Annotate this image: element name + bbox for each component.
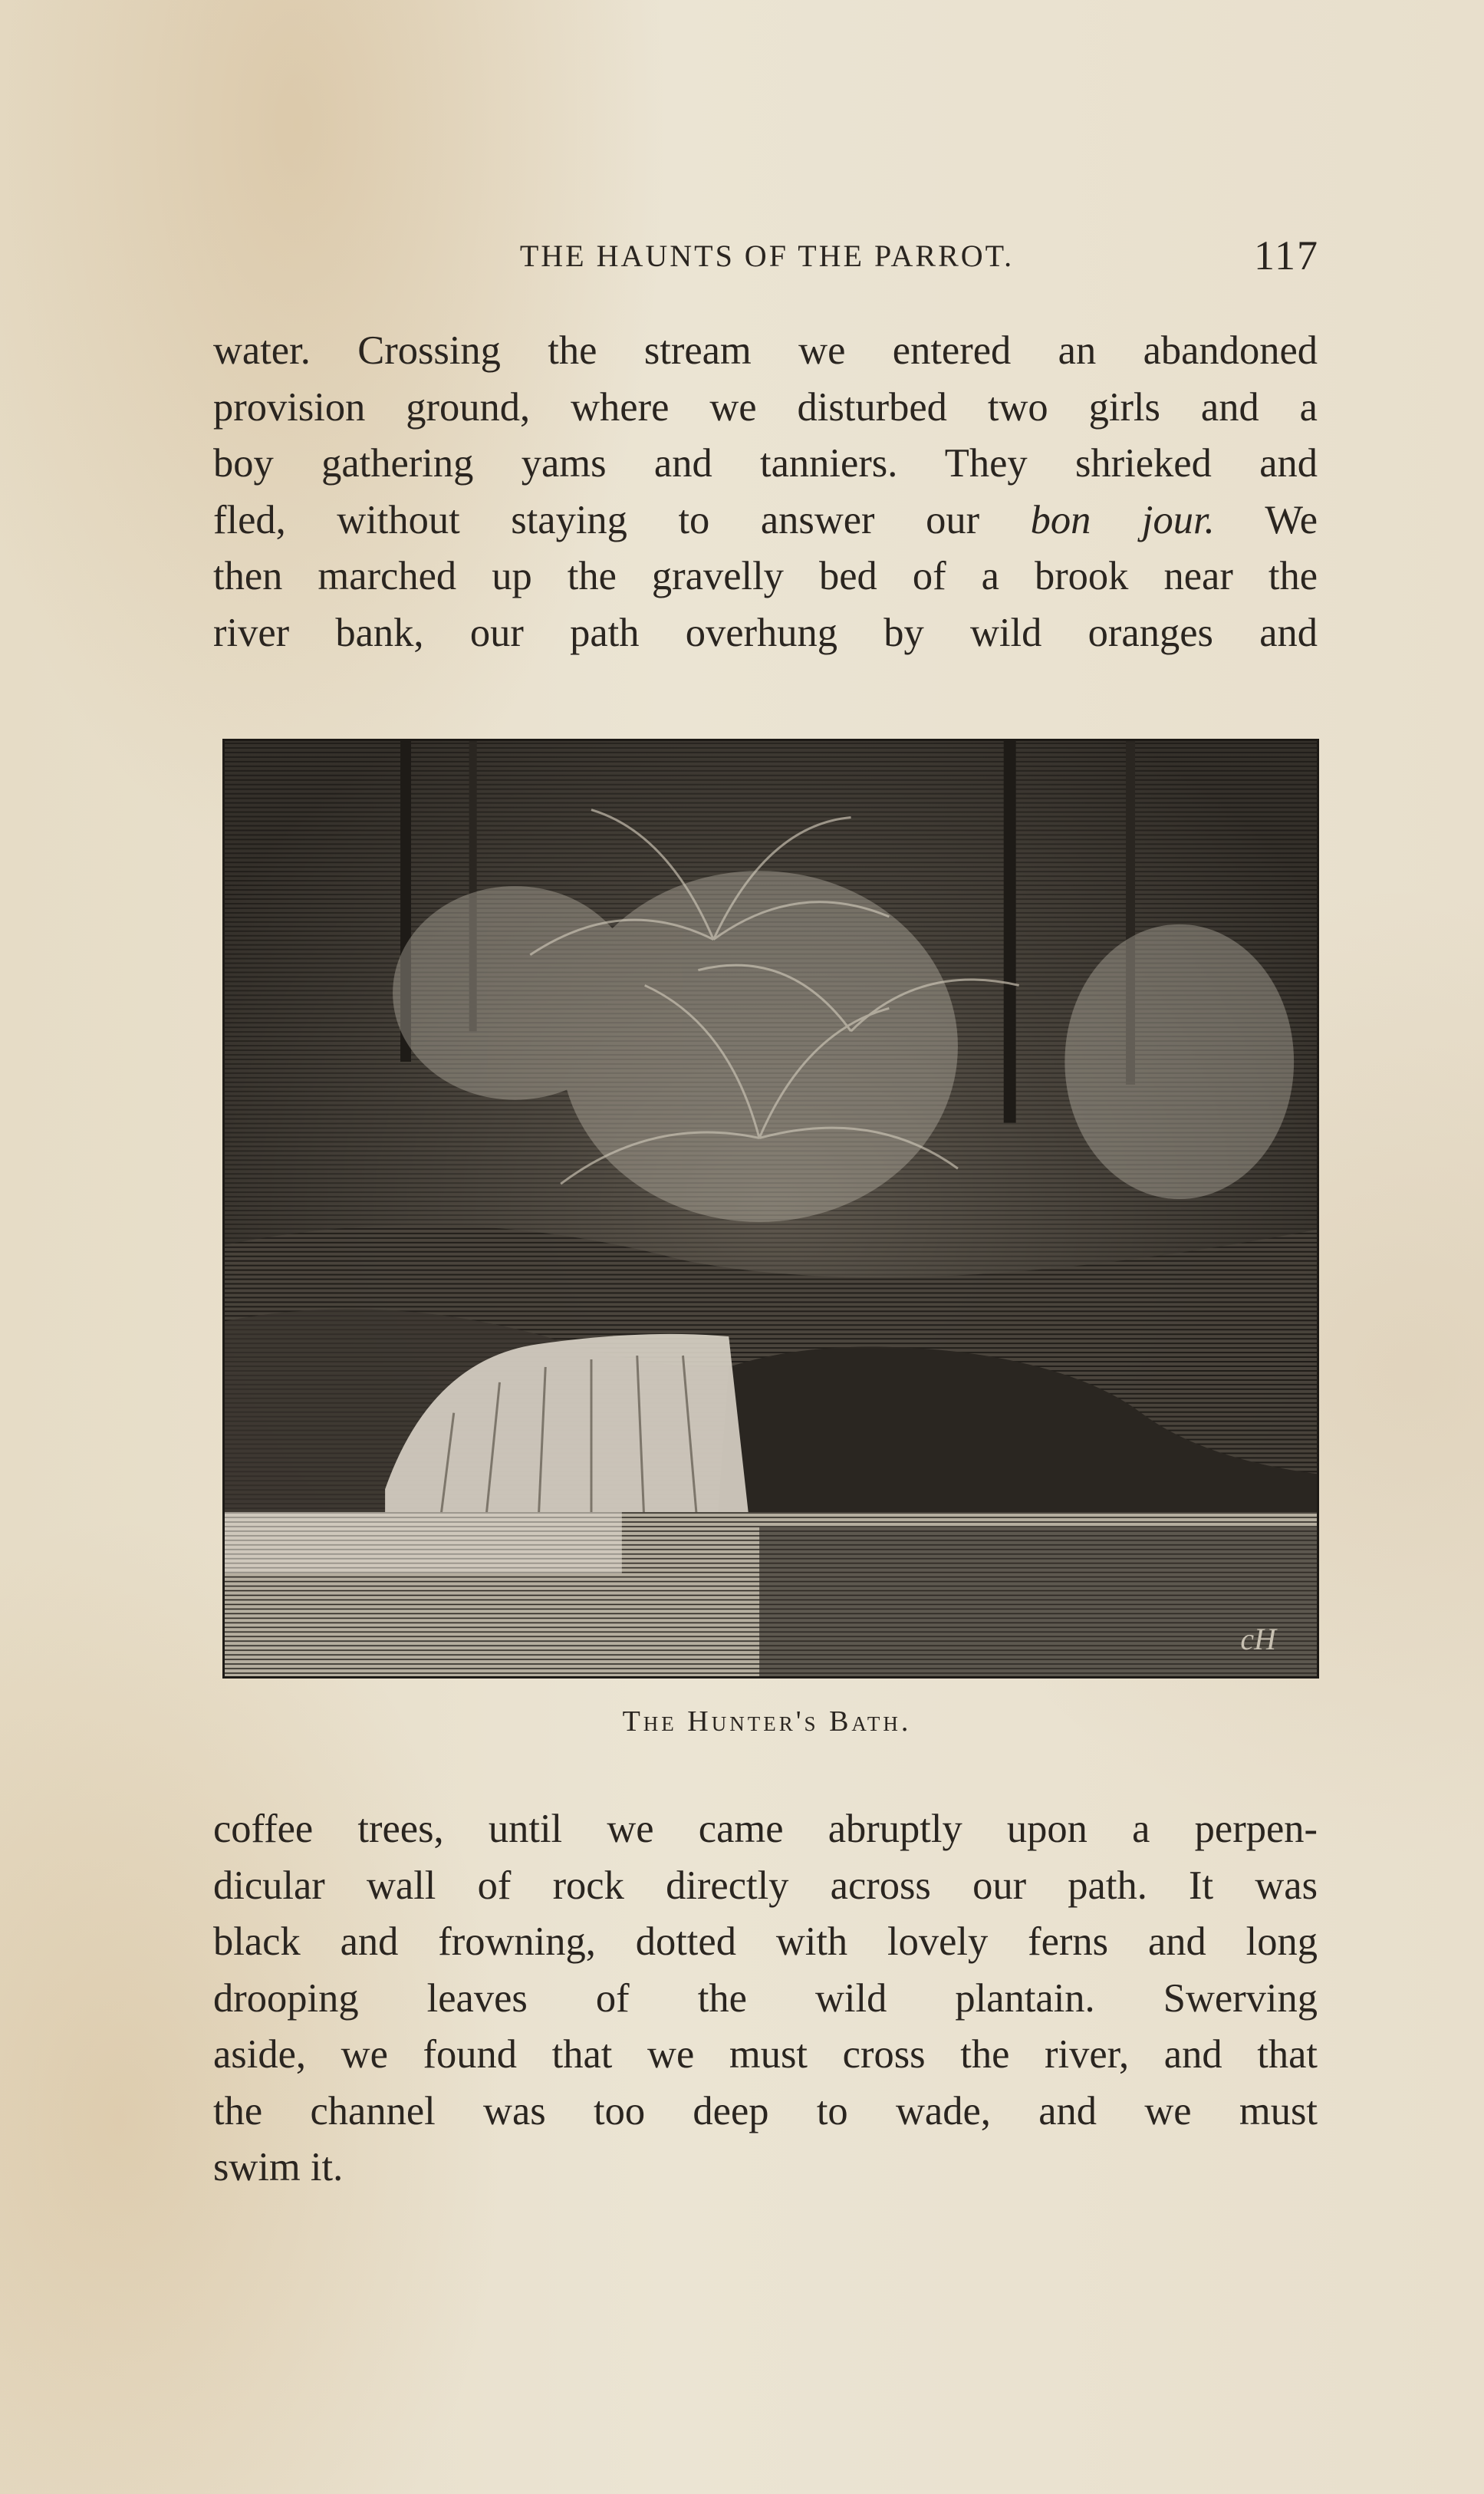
text-line: black and frowning, dotted with lovely ferns and long: [213, 1919, 1318, 1964]
text-line: the channel was too deep to wade, and we must: [213, 2088, 1318, 2133]
text-line: drooping leaves of the wild plantain. Swerving: [213, 1975, 1318, 2021]
running-head: [215, 232, 1319, 292]
forest-waterfall-engraving: [225, 741, 1317, 1676]
text-fragment: fled, without staying to answer our: [213, 497, 1031, 542]
paragraph-top: [213, 323, 1318, 661]
page-number: 117: [1254, 232, 1319, 278]
text-line: provision ground, where we disturbed two girls and a: [213, 384, 1318, 430]
text-line-with-italic: [213, 493, 1318, 549]
text-line: river bank, our path overhung by wild oranges and: [213, 610, 1318, 655]
illustration-caption: The Hunter's Bath.: [622, 1705, 912, 1738]
italic-phrase: bon jour.: [1030, 497, 1215, 542]
text-line: then marched up the gravelly bed of a brook near the: [213, 554, 1318, 598]
text-line: dicular wall of rock directly across our path. It was: [213, 1863, 1318, 1908]
text-line: swim it.: [213, 2145, 344, 2189]
text-line: boy gathering yams and tanniers. They shrieked and: [213, 441, 1318, 486]
text-line: aside, we found that we must cross the river, and that: [213, 2032, 1318, 2077]
paragraph-bottom: [213, 1801, 1318, 2196]
engraver-signature: cH: [1240, 1623, 1276, 1657]
text-line: coffee trees, until we came abruptly upon a perpen-: [213, 1807, 1318, 1851]
running-title: THE HAUNTS OF THE PARROT.: [519, 239, 1015, 273]
text-fragment: We: [1214, 497, 1318, 542]
text-line: water. Crossing the stream we entered an abandoned: [213, 328, 1318, 373]
engraving-illustration: [222, 739, 1319, 1679]
